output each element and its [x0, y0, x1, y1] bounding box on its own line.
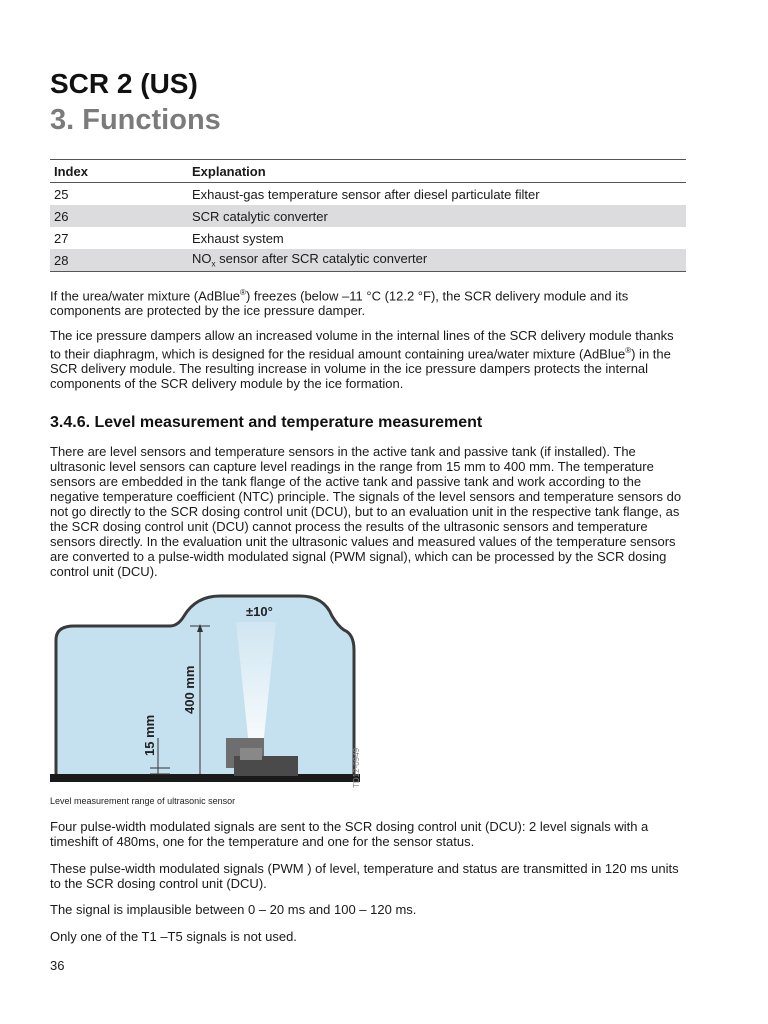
row-explanation: Exhaust system: [192, 230, 284, 246]
table-row: [50, 227, 686, 249]
column-header-explanation: Explanation: [188, 160, 686, 183]
row-explanation: SCR catalytic converter: [188, 205, 686, 227]
paragraph-freeze: [50, 285, 686, 318]
tank-floor: [50, 774, 360, 782]
paragraph-pwm-units: These pulse-width modulated signals (PWM ) of level, temperature and status are transmitted in 120 ms units to the SCR dosing control unit (DCU).: [50, 861, 679, 891]
section-body: There are level sensors and temperature sensors in the active tank and passive tank (if installed). The ultrasonic level sensors can capture level readings in the range from 15 mm to 400 mm. The temperature sensors are embedded in the tank flange of the active tank and passive tank and work according to the negative temperature coefficient (NTC) principle. The signals of the level sensors and temperature sensors do not go directly to the SCR dosing control unit (DCU), but to an evaluation unit in the respective tank flange, as the SCR dosing control unit (DCU) cannot process the results of the ultrasonic sensors and temperature sensors directly. In the evaluation unit the ultrasonic values and measured values of the temperature sensors are converted to a pulse-width modulated signal (PWM signal), which can be processed by the SCR dosing control unit (DCU).: [50, 444, 682, 579]
index-table: [50, 159, 686, 272]
sensor-head: [240, 748, 262, 760]
paragraph-ice-dampers: [50, 328, 686, 391]
label-angle: ±10°: [246, 604, 273, 619]
registered-mark: ®: [625, 346, 632, 355]
page-number: 36: [50, 958, 65, 973]
tank-diagram: [50, 588, 360, 796]
paragraph-text: ) in the SCR delivery module. The resulting increase in volume in the ice pressure dampers protects the internal components of the SCR delivery module by the ice formation.: [50, 346, 671, 392]
paragraph-implausible: The signal is implausible between 0 – 20 ms and 100 – 120 ms.: [50, 902, 417, 917]
paragraph-t-signals: Only one of the T1 –T5 signals is not used.: [50, 929, 297, 944]
paragraph-pwm-signals: Four pulse-width modulated signals are sent to the SCR dosing control unit (DCU): 2 level signals with a timeshift of 480ms, one for the temperature and one for the sensor status.: [50, 819, 649, 849]
label-400mm: 400 mm: [182, 665, 197, 714]
tank-liquid: [56, 596, 354, 776]
column-header-index: Index: [50, 160, 188, 183]
tank-diagram-svg: [50, 588, 360, 796]
row-index: 26: [50, 205, 188, 227]
row-explanation: Exhaust-gas temperature sensor after diesel particulate filter: [192, 186, 540, 202]
figure-caption: Level measurement range of ultrasonic sensor: [50, 796, 236, 806]
chapter-title: 3. Functions: [50, 104, 221, 136]
label-15mm: 15 mm: [142, 714, 157, 756]
nox-suffix: sensor after SCR catalytic converter: [215, 251, 428, 267]
section-heading: 3.4.6. Level measurement and temperature measurement: [50, 414, 483, 431]
row-explanation: [188, 249, 686, 272]
row-index: 25: [54, 186, 69, 202]
paragraph-text: ) freezes (below –11 °C (12.2 °F), the SCR delivery module and its components are protected by the ice pressure damper.: [50, 288, 629, 319]
paragraph-text: The ice pressure dampers allow an increased volume in the internal lines of the SCR delivery module thanks to their diaphragm, which is designed for the residual amount containing urea/water mixture (AdBlue: [50, 328, 674, 362]
nox-prefix: NO: [192, 251, 212, 267]
table-row: [50, 249, 686, 272]
table-row: [50, 183, 686, 206]
paragraph-text: If the urea/water mixture (AdBlue: [50, 288, 241, 304]
page-title: SCR 2 (US): [50, 68, 198, 99]
row-index: 27: [54, 230, 69, 246]
registered-mark: ®: [240, 288, 246, 297]
row-index: 28: [50, 249, 188, 272]
table-row: [50, 205, 686, 227]
figure-code: TD12-0949: [352, 747, 361, 788]
nox-subscript: x: [211, 259, 216, 269]
table-header-row: [50, 160, 686, 183]
